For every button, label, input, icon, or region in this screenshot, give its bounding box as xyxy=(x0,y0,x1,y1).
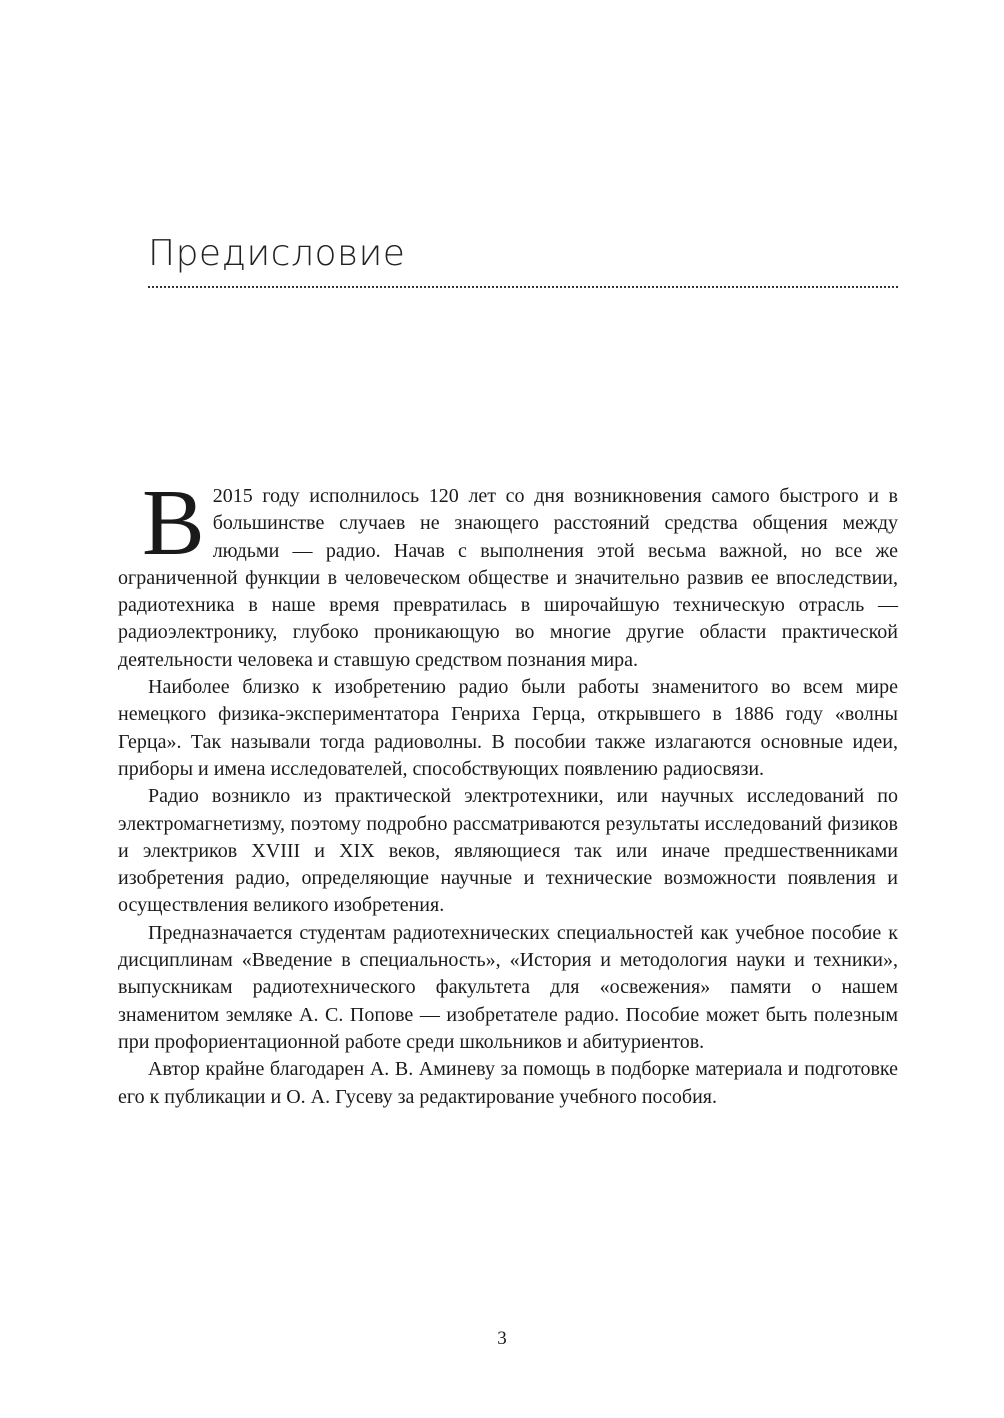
preface-body xyxy=(118,471,898,1111)
drop-cap: В xyxy=(142,471,205,575)
paragraph-2: Наиболее близко к изобретению радио были работы знаменитого во всем мире немецкого физика-экспериментатора Генриха Герца, открывшего в 1886 году «волны Герца». Так называли тогда радиоволны. В пособии также излагаются основные идеи, приборы и имена исследователей, способствующих появлению радиосвязи. xyxy=(118,676,898,780)
paragraph-1 xyxy=(118,471,898,674)
paragraph-4: Предназначается студентам радиотехнических специальностей как учебное пособие к дисциплинам «Введение в специальность», «История и методология науки и техники», выпускникам радиотехнического факультета для «освежения» памяти о нашем знаменитом земляке А. С. Попове — изобретателе радио. Пособие может быть полезным при профориентационной работе среди школьников и абитуриентов. xyxy=(118,921,898,1053)
page-number: 3 xyxy=(497,1328,507,1349)
page-title: Предисловие xyxy=(148,233,406,274)
dotted-title-rule xyxy=(148,286,898,288)
paragraph-1-text: 2015 году исполнилось 120 лет со дня возникновения самого быстрого и в большинстве случаев не знающего расстояний средства общения между людьми — радио. Начав с выполнения этой весьма важной, но все же ограниченной функции в человеческом обществе и значительно развив ее впоследствии, радиотехника в наше время превратилась в широчайшую техническую отрасль — радиоэлектронику, глубоко проникающую во многие другие области практической деятельности человека и ставшую средством познания мира. xyxy=(118,485,898,671)
paragraph-5: Автор крайне благодарен А. В. Аминеву за помощь в подборке материала и подготовке его к публикации и О. А. Гусеву за редактирование учебного пособия. xyxy=(118,1058,898,1108)
paragraph-3: Радио возникло из практической электротехники, или научных исследований по электромагнетизму, поэтому подробно рассматриваются результаты исследований физиков и электриков XVIII и XIX веков, являющиеся так или иначе предшественниками изобретения радио, определяющие научные и технические возможности появления и осуществления великого изобретения. xyxy=(118,785,898,917)
